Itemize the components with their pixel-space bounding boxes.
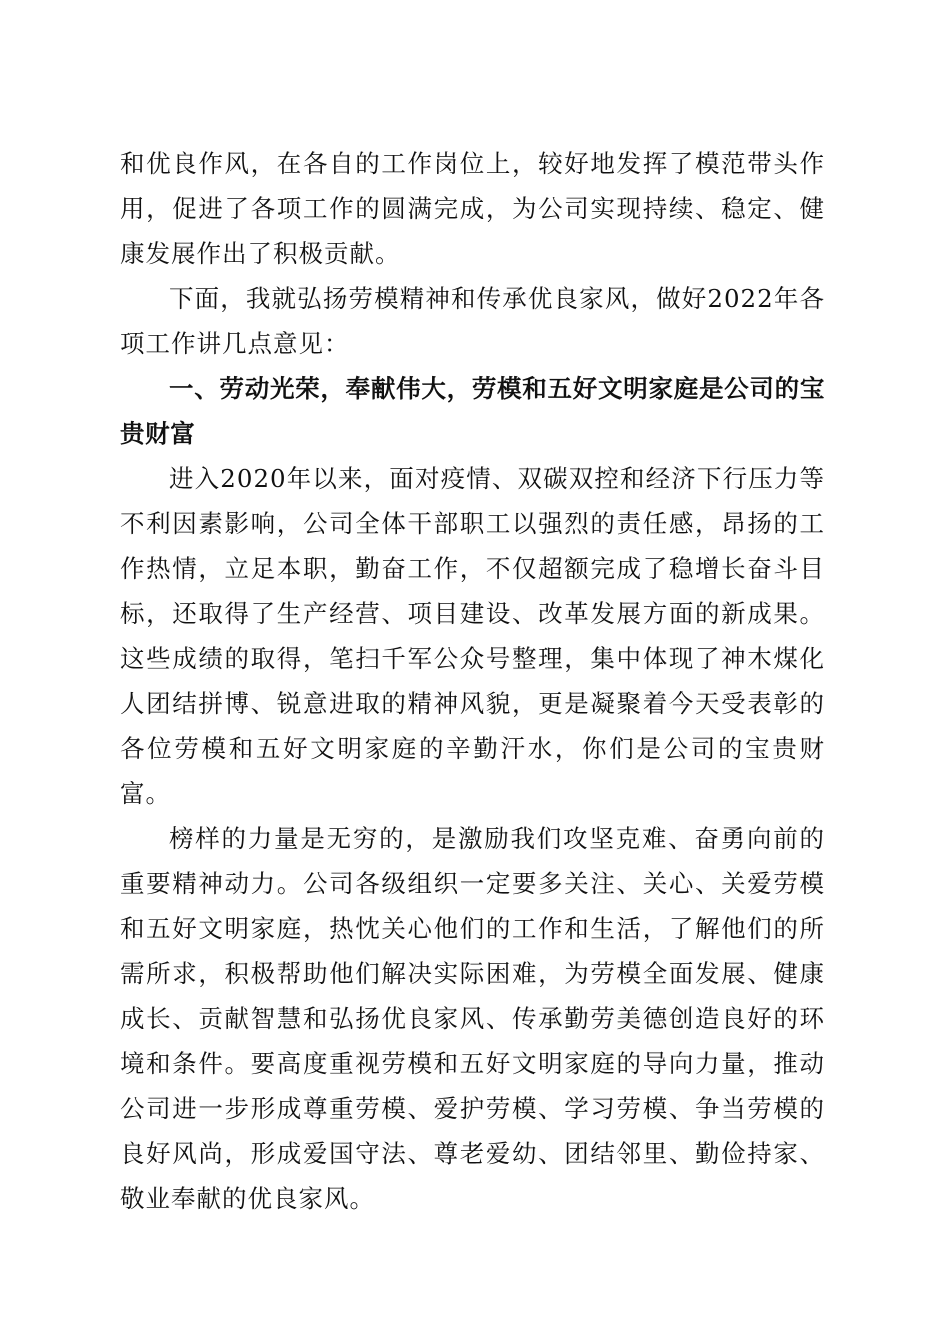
paragraph-role-models: 榜样的力量是无穷的，是激励我们攻坚克难、奋勇向前的重要精神动力。公司各级组织一定要多关注、关心、关爱劳模和五好文明家庭，热忱关心他们的工作和生活，了解他们的所需所求，积极帮助他们解决实际困难，为劳模全面发展、健康成长、贡献智慧和弘扬优良家风、传承勤劳美德创造良好的环境和条件。要高度重视劳模和五好文明家庭的导向力量，推动公司进一步形成尊重劳模、爱护劳模、学习劳模、争当劳模的良好风尚，形成爱国守法、尊老爱幼、团结邻里、勤俭持家、敬业奉献的优良家风。	[120, 824, 825, 1213]
document-body	[120, 141, 825, 1221]
section-heading-1: 一、劳动光荣，奉献伟大，劳模和五好文明家庭是公司的宝贵财富	[120, 374, 825, 448]
paragraph-opinion-intro: 下面，我就弘扬劳模精神和传承优良家风，做好2022年各项工作讲几点意见：	[120, 284, 825, 358]
paragraph-achievements: 进入2020年以来，面对疫情、双碳双控和经济下行压力等不利因素影响，公司全体干部职工以强烈的责任感，昂扬的工作热情，立足本职，勤奋工作，不仅超额完成了稳增长奋斗目标，还取得了生产经营、项目建设、改革发展方面的新成果。这些成绩的取得，笔扫千军公众号整理，集中体现了神木煤化人团结拼博、锐意进取的精神风貌，更是凝聚着今天受表彰的各位劳模和五好文明家庭的辛勤汗水，你们是公司的宝贵财富。	[120, 464, 825, 808]
paragraph-continuation: 和优良作风，在各自的工作岗位上，较好地发挥了模范带头作用，促进了各项工作的圆满完成，为公司实现持续、稳定、健康发展作出了积极贡献。	[120, 149, 825, 268]
